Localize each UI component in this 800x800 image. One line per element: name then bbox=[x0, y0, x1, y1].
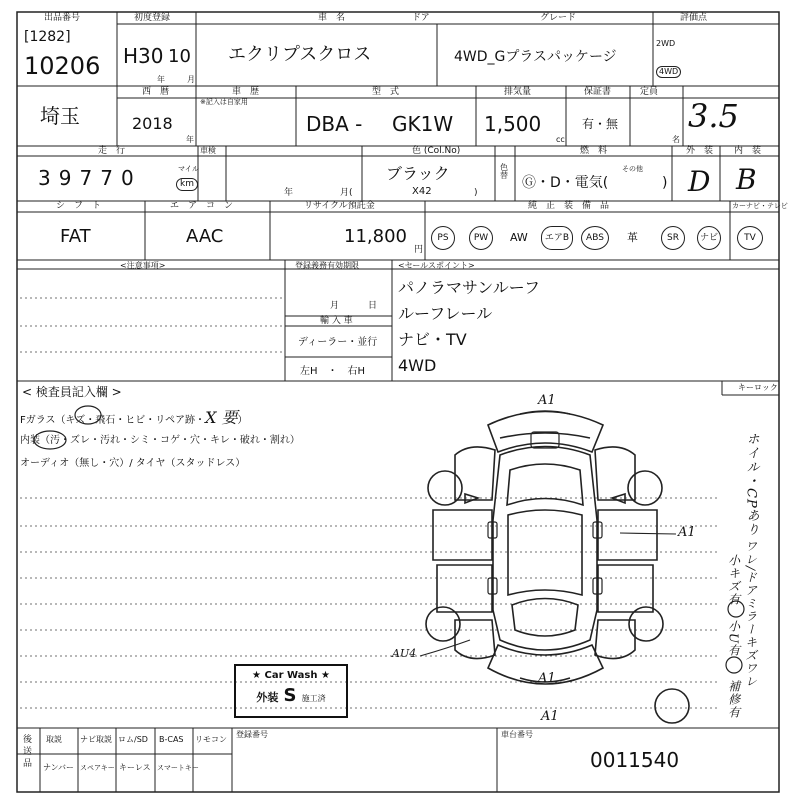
side-note-scratch: 小キズ有 bbox=[726, 554, 741, 606]
side-note-repair: 補修有 bbox=[726, 680, 741, 719]
footer-cell: ナンバー bbox=[43, 763, 75, 772]
fuel-label: 燃 料 bbox=[580, 146, 608, 156]
drive-2wd: 2WD bbox=[656, 39, 676, 48]
mileage-digit: 7 bbox=[79, 166, 93, 190]
ac-label: エ ア コ ン bbox=[170, 201, 234, 211]
eval-score: 3.5 bbox=[688, 97, 739, 135]
door-label: ドア bbox=[412, 13, 430, 23]
capacity-unit: 名 bbox=[672, 135, 680, 144]
reg-nen: 年 bbox=[157, 75, 165, 84]
shift-label: シ フ ト bbox=[56, 201, 102, 211]
sales-point: パノラマサンルーフ bbox=[398, 278, 541, 297]
recycle-label: リサイクル預託金 bbox=[304, 201, 375, 211]
insp-close: ) bbox=[474, 188, 478, 198]
insp-tsuki: 月( bbox=[340, 188, 353, 198]
equip-sr: SR bbox=[661, 226, 685, 250]
sales-point: ナビ・TV bbox=[398, 330, 467, 349]
warranty-label: 保証書 bbox=[584, 87, 612, 97]
insp-nen: 年 bbox=[284, 188, 294, 198]
history-sub: ※記入は自家用 bbox=[200, 98, 248, 106]
stamp-grade: S bbox=[283, 685, 297, 706]
mile-unit: マイル bbox=[178, 165, 199, 173]
inspector-line-1-end: ） bbox=[237, 415, 248, 426]
registry-label: 登録義務有効期限 bbox=[295, 261, 359, 270]
color-code: X42 bbox=[412, 186, 432, 197]
inspector-line-2: 内装（汚・ズレ・汚れ・シミ・コゲ・穴・キレ・破れ・割れ） bbox=[20, 435, 300, 446]
footer-cell: B-CAS bbox=[159, 735, 184, 744]
lot-no-small: [1282] bbox=[24, 29, 71, 45]
history-label: 車 歴 bbox=[232, 87, 260, 97]
ac: AAC bbox=[186, 226, 224, 247]
steering-side: 左H ・ 右H bbox=[300, 366, 366, 377]
color-change-label: 色替 bbox=[500, 163, 508, 180]
footer-cell: スマートキー bbox=[157, 764, 199, 772]
registry-nichi: 日 bbox=[368, 301, 378, 311]
side-note-crack: ワレ/ドアミラーキズワレ bbox=[743, 540, 758, 689]
mark-au: AU4 bbox=[392, 647, 417, 660]
chassis-number: 0011540 bbox=[590, 748, 680, 772]
sales-point: 4WD bbox=[398, 356, 437, 375]
chassis-label: 車台番号 bbox=[501, 730, 533, 739]
footer-cell: スペアキー bbox=[80, 764, 115, 772]
footer-cell: ロム/SD bbox=[118, 735, 148, 744]
equip-tv: TV bbox=[737, 226, 763, 250]
model-prefix: DBA - bbox=[306, 112, 363, 136]
keylock-label: キーロック bbox=[738, 383, 778, 392]
mark-a1-top: A1 bbox=[538, 393, 556, 408]
interior-label: 内 装 bbox=[734, 146, 762, 156]
km-unit: km bbox=[176, 178, 198, 191]
color: ブラック bbox=[386, 164, 450, 183]
mileage-digit: 9 bbox=[58, 166, 72, 190]
mark-a1-rear: A1 bbox=[538, 671, 556, 686]
registry-tsuki: 月 bbox=[330, 301, 340, 311]
grade: 4WD_Gプラスパッケージ bbox=[454, 49, 617, 65]
reg-era: H30 bbox=[123, 44, 164, 68]
footer-cell: リモコン bbox=[195, 735, 227, 744]
reg-label: 初度登録 bbox=[134, 13, 171, 23]
equip-navi: ナビ bbox=[697, 226, 721, 250]
recycle-fee: 11,800 bbox=[344, 226, 407, 247]
yen-unit: 円 bbox=[414, 245, 424, 255]
inspector-line-1-text: Fガラス（キズ・飛石・ヒビ・リペア跡・ bbox=[20, 415, 206, 426]
stamp-suffix: 施工済 bbox=[301, 694, 326, 703]
exterior-label: 外 装 bbox=[686, 146, 714, 156]
footer-cell: ナビ取説 bbox=[80, 735, 112, 744]
drive-4wd: 4WD bbox=[656, 66, 681, 78]
reg-number-label: 登録番号 bbox=[236, 730, 268, 739]
footer-cell: 取説 bbox=[46, 735, 62, 744]
inspector-label: < 検査員記入欄 > bbox=[22, 385, 122, 399]
stamp-title: ★ Car Wash ★ bbox=[252, 670, 330, 681]
stamp-prefix: 外装 bbox=[256, 691, 279, 704]
year-nen: 年 bbox=[186, 135, 194, 144]
car-wash-stamp bbox=[234, 664, 348, 718]
dealer-parallel: ディーラー・並行 bbox=[298, 337, 378, 348]
shift: FAT bbox=[60, 226, 91, 247]
lot-no: 10206 bbox=[24, 52, 101, 80]
fuel-close: ) bbox=[662, 175, 668, 191]
notes-label: <注意事項> bbox=[120, 261, 166, 270]
import-label: 輸 入 車 bbox=[320, 316, 353, 326]
equip-aw: AW bbox=[510, 231, 528, 244]
equip-abs: ABS bbox=[581, 226, 609, 250]
carnavi-label: カーナビ・テレビ bbox=[732, 202, 788, 210]
side-note-dent: 小U有 bbox=[726, 620, 741, 658]
footer-cell: キーレス bbox=[119, 763, 151, 772]
mark-a1-right: A1 bbox=[678, 525, 696, 540]
mileage-label: 走 行 bbox=[98, 146, 126, 156]
exterior-grade: D bbox=[688, 165, 711, 198]
equipment-label: 純 正 装 備 品 bbox=[528, 201, 610, 211]
prefecture: 埼玉 bbox=[40, 104, 80, 128]
equip-pw: PW bbox=[469, 226, 493, 250]
eval-label: 評価点 bbox=[680, 13, 708, 23]
model-year: 2018 bbox=[132, 114, 173, 133]
inspection-label: 車検 bbox=[200, 146, 216, 155]
equip-leather: 革 bbox=[627, 231, 638, 244]
color-label: 色 (Col.No) bbox=[412, 146, 461, 156]
mark-a1-bottom: A1 bbox=[541, 709, 559, 724]
fglass-mark: X 要 bbox=[205, 408, 238, 427]
grade-label: グレード bbox=[540, 13, 577, 23]
inspector-line-3: オーディオ（無し・穴）/ タイヤ（スタッドレス） bbox=[20, 458, 246, 469]
cc-unit: cc bbox=[556, 135, 565, 144]
cc-label: 排気量 bbox=[504, 87, 532, 97]
equip-ps: PS bbox=[431, 226, 455, 250]
lot-no-label: 出品番号 bbox=[44, 13, 81, 23]
fuel: Ⓖ・D・電気( bbox=[522, 175, 609, 191]
mileage-digit: 3 bbox=[38, 166, 51, 190]
car-name: エクリプスクロス bbox=[228, 44, 372, 65]
followup-label: 後送品 bbox=[23, 735, 33, 770]
side-note-wheel: ホイル・CPあり bbox=[743, 432, 759, 537]
mileage-digit: 0 bbox=[120, 166, 134, 190]
year-label: 西 暦 bbox=[142, 87, 170, 97]
mileage-digit: 7 bbox=[100, 166, 113, 190]
capacity-label: 定員 bbox=[640, 87, 659, 97]
sales-point: ルーフレール bbox=[398, 304, 493, 323]
fuel-other: その他 bbox=[622, 165, 643, 173]
interior-grade: B bbox=[736, 163, 757, 196]
car-name-label: 車 名 bbox=[318, 13, 346, 23]
sales-label: <セールスポイント> bbox=[398, 261, 475, 270]
model-label: 型 式 bbox=[372, 87, 400, 97]
reg-month: 10 bbox=[168, 46, 191, 67]
equip-airbag: エアB bbox=[541, 226, 573, 250]
reg-tsuki: 月 bbox=[187, 75, 195, 84]
displacement: 1,500 bbox=[484, 112, 542, 136]
warranty: 有・無 bbox=[582, 117, 619, 131]
model-code: GK1W bbox=[392, 112, 454, 136]
